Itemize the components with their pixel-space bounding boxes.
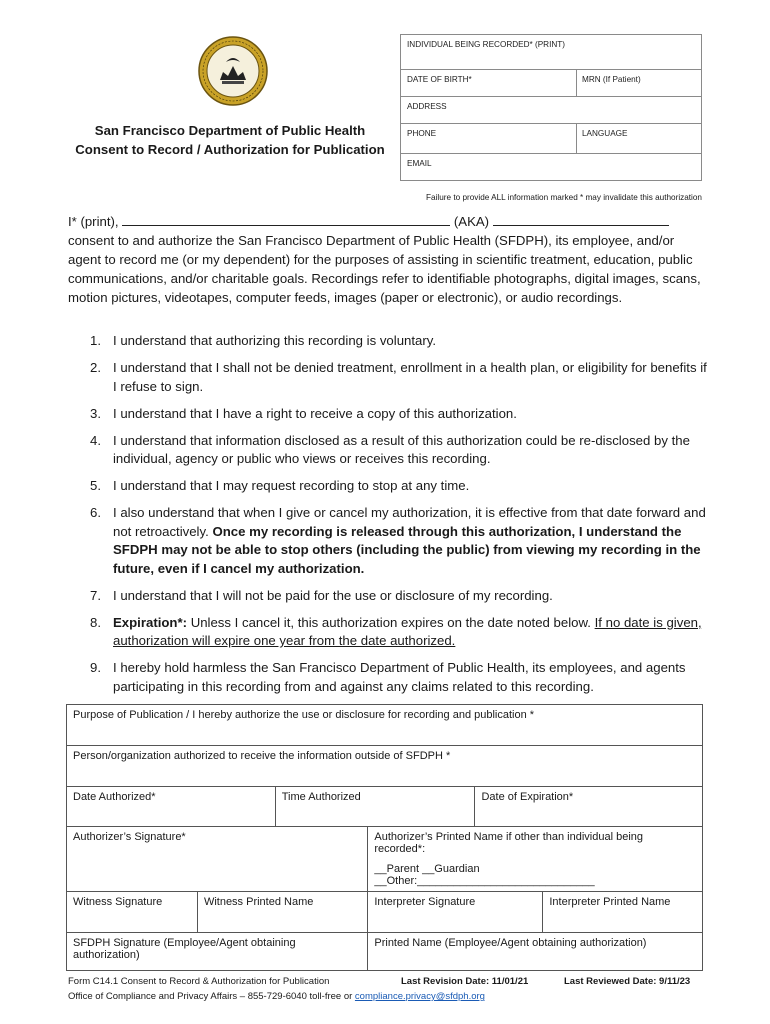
name-line (68, 212, 708, 231)
office-contact: Office of Compliance and Privacy Affairs – 855-729-6040 toll-free or (68, 991, 353, 1002)
list-item: 5. I understand that I may request recording to stop at any time. (90, 478, 470, 493)
date-authorized-field[interactable]: Date Authorized* (67, 787, 276, 827)
org-title (60, 121, 400, 159)
recipient-field[interactable]: Person/organization authorized to receive the information outside of SFDPH * (67, 746, 703, 787)
address-field[interactable]: ADDRESS (407, 102, 447, 111)
phone-field[interactable]: PHONE (407, 129, 437, 138)
relationship-options[interactable]: __Parent __Guardian __Other:_____________________________ (374, 863, 595, 887)
authorizer-name-label: Authorizer’s Printed Name if other than individual being recorded*: (374, 831, 644, 855)
dob-field[interactable]: DATE OF BIRTH* (407, 75, 472, 84)
footer-contact-line (68, 991, 485, 1002)
name-input-line[interactable] (122, 212, 450, 226)
witness-name-field[interactable]: Witness Printed Name (197, 892, 367, 933)
interpreter-name-field[interactable]: Interpreter Printed Name (543, 892, 703, 933)
individual-field[interactable]: INDIVIDUAL BEING RECORDED* (PRINT) (407, 40, 566, 49)
patient-info-box (400, 34, 702, 181)
email-field[interactable]: EMAIL (407, 159, 432, 168)
language-field[interactable]: LANGUAGE (582, 129, 628, 138)
form-title: Consent to Record / Authorization for Publication (75, 142, 385, 157)
sfdph-name-field[interactable]: Printed Name (Employee/Agent obtaining authorization) (368, 933, 703, 971)
date-expiration-field[interactable]: Date of Expiration* (475, 787, 703, 827)
purpose-field[interactable]: Purpose of Publication / I hereby authorize the use or disclosure for recording and publication * (67, 705, 703, 746)
aka-input-line[interactable] (493, 212, 669, 226)
aka-label: (AKA) (453, 214, 490, 229)
witness-signature-field[interactable]: Witness Signature (67, 892, 198, 933)
list-item: 3. I understand that I have a right to receive a copy of this authorization. (90, 405, 517, 421)
revision-date: Last Revision Date: 11/01/21 (401, 976, 529, 987)
compliance-email-link[interactable]: compliance.privacy@sfdph.org (354, 991, 485, 1002)
intro-paragraph (68, 212, 708, 307)
org-name: San Francisco Department of Public Health (94, 123, 366, 138)
intro-body: consent to and authorize the San Francisco Department of Public Health (SFDPH), its employee, and/or agent to record me (or my dependent) for the purposes of assisting in scientific treatment, education, public communications, and/or charitable goals. Recordings refer to identifiable photographs, digital images, scans, motion pictures, videotapes, computer feeds, images (paper or electronic), or audio recordings. (68, 233, 701, 305)
list-item: 9. I hereby hold harmless the San Francisco Department of Public Health, its employees, and agents participating in this recording from and against any claims related to this recording. (90, 660, 686, 694)
terms-list (68, 332, 708, 705)
sfdph-signature-field[interactable]: SFDPH Signature (Employee/Agent obtaining authorization) (67, 933, 368, 971)
reviewed-date: Last Reviewed Date: 9/11/23 (564, 976, 691, 987)
list-item: 7. I understand that I will not be paid for the use or disclosure of my recording. (90, 587, 553, 603)
authorizer-name-cell[interactable] (368, 827, 703, 892)
authorization-table (66, 704, 703, 971)
i-print-label: I* (print), (68, 214, 119, 229)
list-item: 4. I understand that information disclosed as a result of this authorization could be re-disclosed by the individual, agency or public who views or receives this recording. (90, 432, 690, 466)
interpreter-signature-field[interactable]: Interpreter Signature (368, 892, 543, 933)
footer-form-line (68, 976, 708, 987)
list-item: 8. Expiration*: Unless I cancel it, this authorization expires on the date noted below. If no date is given, authorization will expire one year from the date authorized. (90, 614, 702, 648)
list-item: 1. I understand that authorizing this recording is voluntary. (90, 333, 437, 348)
authorizer-signature-field[interactable]: Authorizer’s Signature* (67, 827, 368, 892)
list-item: 2. I understand that I shall not be denied treatment, enrollment in a health plan, or eligibility for benefits if I refuse to sign. (90, 360, 707, 394)
failure-note: Failure to provide ALL information marked * may invalidate this authorization (426, 193, 702, 202)
mrn-field[interactable]: MRN (If Patient) (582, 75, 641, 84)
form-id: Form C14.1 Consent to Record & Authorization for Publication (68, 976, 330, 987)
time-authorized-field[interactable]: Time Authorized (275, 787, 475, 827)
sfdph-seal-logo (198, 36, 268, 106)
list-item: 6. I also understand that when I give or cancel my authorization, it is effective from that date forward and not retroactively. Once my recording is released through this authorization, I understand the SFDPH may not be able to stop others (including the public) from viewing my recording in the future, even if I cancel my authorization. (90, 505, 706, 576)
